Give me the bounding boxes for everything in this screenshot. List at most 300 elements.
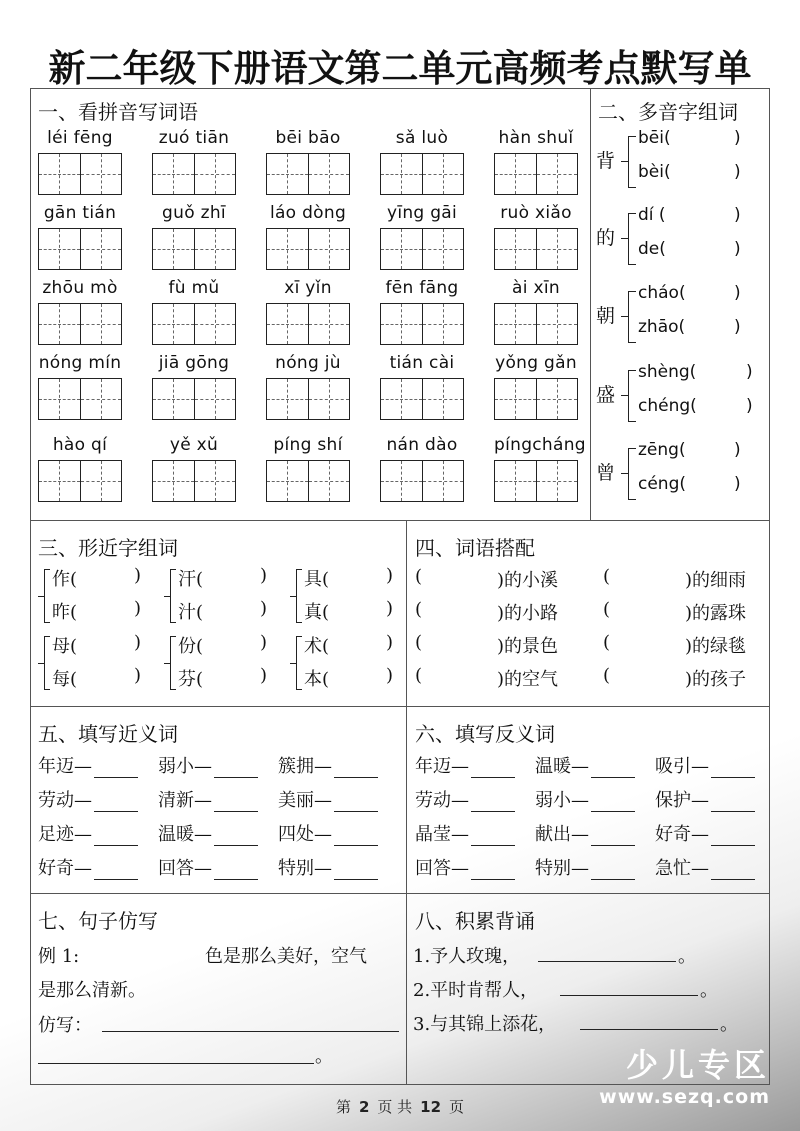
polyphone-char: 的 <box>596 227 616 249</box>
close-paren: ) <box>734 283 741 303</box>
close-paren: ) <box>386 565 394 586</box>
char-cell[interactable] <box>536 154 578 194</box>
pinyin-item <box>494 351 578 420</box>
tianzige-box[interactable] <box>38 153 122 195</box>
char-cell[interactable] <box>194 379 236 419</box>
char-cell[interactable] <box>422 379 464 419</box>
answer-blank[interactable] <box>711 760 755 778</box>
match-target: )的小溪 <box>497 570 559 591</box>
brace-icon <box>170 636 176 690</box>
polyphone-char: 朝 <box>596 305 616 327</box>
answer-blank[interactable] <box>214 862 258 880</box>
char-cell[interactable] <box>422 461 464 501</box>
brace-icon <box>628 213 636 265</box>
imitate-answer-line1[interactable] <box>102 1010 399 1032</box>
example-sentence-line2: 是那么清新。 <box>38 980 146 1001</box>
word-label: 晶莹— <box>415 824 469 845</box>
polyphone-char: 曾 <box>596 462 616 484</box>
example-sentence-line1: 色是那么美好，空气 <box>205 946 367 967</box>
match-target: )的露珠 <box>685 603 747 624</box>
word-blank-item <box>415 786 515 812</box>
polyphone-char: 盛 <box>596 384 616 406</box>
char-cell[interactable] <box>80 461 122 501</box>
tianzige-box[interactable] <box>380 228 464 270</box>
section3-title: 三、形近字组词 <box>38 536 178 560</box>
tianzige-box[interactable] <box>152 378 236 420</box>
answer-blank[interactable] <box>471 760 515 778</box>
tianzige-box[interactable] <box>266 460 350 502</box>
word-label: 弱小— <box>158 756 212 777</box>
answer-blank[interactable] <box>471 794 515 812</box>
pinyin-label: ruò xiǎo <box>500 203 572 223</box>
answer-blank[interactable] <box>711 862 755 880</box>
match-target: )的细雨 <box>685 570 747 591</box>
word-blank-item <box>535 820 635 846</box>
pinyin-item <box>38 201 122 270</box>
close-paren: ) <box>134 665 142 686</box>
answer-blank[interactable] <box>471 828 515 846</box>
word-label: 美丽— <box>278 790 332 811</box>
tianzige-box[interactable] <box>494 153 578 195</box>
end-mark: 。 <box>700 980 718 1001</box>
reading-answer[interactable] <box>638 474 741 494</box>
word-blank-item <box>535 786 635 812</box>
tianzige-box[interactable] <box>494 378 578 420</box>
reading-answer[interactable] <box>638 205 741 225</box>
char-cell[interactable] <box>495 461 536 501</box>
pinyin-label: yǒng gǎn <box>495 353 577 373</box>
pinyin-item <box>38 351 122 420</box>
close-paren: ) <box>746 362 753 382</box>
similar-char-answer[interactable] <box>52 598 142 624</box>
tianzige-box[interactable] <box>494 228 578 270</box>
end-mark: 。 <box>678 946 696 967</box>
pinyin-label: bēi bāo <box>275 128 341 148</box>
char-cell[interactable] <box>536 379 578 419</box>
char-cell[interactable] <box>39 379 80 419</box>
tianzige-box[interactable] <box>266 228 350 270</box>
pinyin-label: píng shí <box>273 435 343 455</box>
word-blank-item <box>158 786 258 812</box>
char-cell[interactable] <box>267 304 308 344</box>
word-label: 好奇— <box>38 858 92 879</box>
word-blank-item <box>278 820 378 846</box>
pinyin-label: nóng jù <box>275 353 341 373</box>
answer-blank[interactable] <box>711 828 755 846</box>
word-blank-item <box>278 854 378 880</box>
tianzige-box[interactable] <box>380 378 464 420</box>
char-cell[interactable] <box>381 229 422 269</box>
tianzige-box[interactable] <box>152 303 236 345</box>
tianzige-box[interactable] <box>152 153 236 195</box>
tianzige-box[interactable] <box>380 303 464 345</box>
similar-char-label: 汗( <box>178 569 204 590</box>
char-cell[interactable] <box>194 304 236 344</box>
tianzige-box[interactable] <box>494 303 578 345</box>
close-paren: ) <box>734 162 741 182</box>
similar-char-answer[interactable] <box>178 632 268 658</box>
reading-answer[interactable] <box>638 239 741 259</box>
polyphone-group <box>596 362 766 432</box>
close-paren: ) <box>734 239 741 259</box>
word-label: 回答— <box>415 858 469 879</box>
pinyin-item <box>152 351 236 420</box>
recitation-prompt: 3.与其锦上添花， <box>413 1014 557 1035</box>
word-blank-item <box>535 854 635 880</box>
reading-answer[interactable] <box>638 128 741 148</box>
word-match-item[interactable] <box>603 599 747 624</box>
close-paren: ) <box>734 440 741 460</box>
word-match-item[interactable] <box>603 665 747 690</box>
similar-char-answer[interactable] <box>304 565 394 591</box>
similar-char-label: 作( <box>52 569 78 590</box>
answer-blank[interactable] <box>334 828 378 846</box>
pinyin-item <box>38 433 122 502</box>
pinyin-label: fēn fāng <box>385 278 459 298</box>
pinyin-label: zuó tiān <box>158 128 230 148</box>
pinyin-label: hào qí <box>52 435 108 455</box>
char-cell[interactable] <box>381 461 422 501</box>
footer-total-pages: 12 <box>420 1098 442 1116</box>
answer-blank[interactable] <box>711 794 755 812</box>
pinyin-label: láo dòng <box>269 203 347 223</box>
reading-label: dí ( <box>638 205 666 225</box>
tianzige-box[interactable] <box>38 228 122 270</box>
brace-icon <box>628 291 636 343</box>
char-cell[interactable] <box>80 304 122 344</box>
word-match-item[interactable] <box>415 665 559 690</box>
word-label: 回答— <box>158 858 212 879</box>
example-label: 例 1: <box>38 946 80 967</box>
reading-label: cháo( <box>638 283 686 303</box>
open-paren: ( <box>415 632 423 653</box>
word-label: 清新— <box>158 790 212 811</box>
char-cell[interactable] <box>39 461 80 501</box>
reading-answer[interactable] <box>638 162 741 182</box>
similar-char-answer[interactable] <box>52 632 142 658</box>
tianzige-box[interactable] <box>38 303 122 345</box>
word-match-item[interactable] <box>415 566 559 591</box>
brace-icon <box>628 370 636 422</box>
answer-blank[interactable] <box>591 794 635 812</box>
close-paren: ) <box>734 205 741 225</box>
char-cell[interactable] <box>267 461 308 501</box>
word-label: 年迈— <box>38 756 92 777</box>
char-cell[interactable] <box>194 461 236 501</box>
reading-answer[interactable] <box>638 362 753 382</box>
pinyin-item <box>380 201 464 270</box>
word-blank-item <box>535 752 635 778</box>
similar-char-label: 本( <box>304 669 330 690</box>
pinyin-label: xī yǐn <box>284 278 332 298</box>
tianzige-box[interactable] <box>380 153 464 195</box>
pinyin-label: sǎ luò <box>395 128 449 148</box>
similar-char-answer[interactable] <box>52 565 142 591</box>
recitation-answer[interactable] <box>580 1008 718 1030</box>
char-cell[interactable] <box>153 461 194 501</box>
char-cell[interactable] <box>267 154 308 194</box>
pinyin-item <box>380 351 464 420</box>
char-cell[interactable] <box>39 154 80 194</box>
char-cell[interactable] <box>308 154 350 194</box>
close-paren: ) <box>734 128 741 148</box>
char-cell[interactable] <box>536 304 578 344</box>
answer-blank[interactable] <box>334 794 378 812</box>
answer-blank[interactable] <box>334 862 378 880</box>
word-label: 足迹— <box>38 824 92 845</box>
word-label: 温暖— <box>158 824 212 845</box>
char-cell[interactable] <box>536 461 578 501</box>
char-cell[interactable] <box>422 154 464 194</box>
similar-char-group <box>38 565 158 627</box>
char-cell[interactable] <box>153 304 194 344</box>
pinyin-item <box>152 433 236 502</box>
char-cell[interactable] <box>80 154 122 194</box>
char-cell[interactable] <box>194 229 236 269</box>
word-blank-item <box>278 752 378 778</box>
pinyin-label: zhōu mò <box>42 278 118 298</box>
word-blank-item <box>655 786 755 812</box>
char-cell[interactable] <box>495 379 536 419</box>
pinyin-item <box>266 201 350 270</box>
close-paren: ) <box>260 598 268 619</box>
polyphone-group <box>596 283 766 353</box>
pinyin-item <box>38 276 122 345</box>
char-cell[interactable] <box>80 229 122 269</box>
char-cell[interactable] <box>194 154 236 194</box>
brace-icon <box>44 569 50 623</box>
watermark-url: www.sezq.com <box>599 1086 770 1108</box>
pinyin-item <box>152 276 236 345</box>
pinyin-item <box>494 126 578 195</box>
brace-icon <box>296 636 302 690</box>
end-mark: 。 <box>720 1014 738 1035</box>
similar-char-label: 每( <box>52 669 78 690</box>
section7-title: 七、句子仿写 <box>38 909 158 933</box>
similar-char-answer[interactable] <box>304 632 394 658</box>
char-cell[interactable] <box>381 304 422 344</box>
close-paren: ) <box>134 565 142 586</box>
word-label: 四处— <box>278 824 332 845</box>
answer-blank[interactable] <box>471 862 515 880</box>
word-match-item[interactable] <box>603 566 747 591</box>
answer-blank[interactable] <box>94 828 138 846</box>
similar-char-answer[interactable] <box>304 598 394 624</box>
similar-char-group <box>38 632 158 694</box>
pinyin-item <box>152 126 236 195</box>
pinyin-label: jiā gōng <box>158 353 230 373</box>
polyphone-group <box>596 128 766 198</box>
tianzige-box[interactable] <box>38 460 122 502</box>
char-cell[interactable] <box>39 229 80 269</box>
similar-char-label: 术( <box>304 636 330 657</box>
pinyin-item <box>38 126 122 195</box>
pinyin-item <box>380 276 464 345</box>
word-blank-item <box>158 752 258 778</box>
section1-title: 一、看拼音写词语 <box>38 100 198 124</box>
polyphone-char: 背 <box>596 150 616 172</box>
char-cell[interactable] <box>308 229 350 269</box>
close-paren: ) <box>734 474 741 494</box>
pinyin-label: fù mǔ <box>168 278 220 298</box>
footer-suffix: 页 <box>449 1098 465 1116</box>
reading-label: céng( <box>638 474 687 494</box>
answer-blank[interactable] <box>591 760 635 778</box>
close-paren: ) <box>260 565 268 586</box>
answer-blank[interactable] <box>94 794 138 812</box>
close-paren: ) <box>746 396 753 416</box>
char-cell[interactable] <box>153 229 194 269</box>
word-blank-item <box>38 854 138 880</box>
pinyin-item <box>380 433 464 502</box>
similar-char-group <box>290 565 410 627</box>
word-blank-item <box>415 854 515 880</box>
similar-char-label: 汁( <box>178 602 204 623</box>
word-label: 急忙— <box>655 858 709 879</box>
char-cell[interactable] <box>267 379 308 419</box>
imitate-answer-line2[interactable] <box>38 1042 314 1064</box>
similar-char-label: 份( <box>178 636 204 657</box>
section2-title: 二、多音字组词 <box>598 100 738 124</box>
char-cell[interactable] <box>80 379 122 419</box>
pinyin-item <box>266 276 350 345</box>
tianzige-box[interactable] <box>494 460 578 502</box>
reading-answer[interactable] <box>638 396 753 416</box>
tianzige-box[interactable] <box>266 153 350 195</box>
tianzige-box[interactable] <box>152 460 236 502</box>
section6-title: 六、填写反义词 <box>415 722 555 746</box>
word-label: 簇拥— <box>278 756 332 777</box>
tianzige-box[interactable] <box>152 228 236 270</box>
char-cell[interactable] <box>495 229 536 269</box>
word-match-item[interactable] <box>603 632 747 657</box>
word-label: 保护— <box>655 790 709 811</box>
word-blank-item <box>158 854 258 880</box>
answer-blank[interactable] <box>214 794 258 812</box>
similar-char-group <box>164 565 284 627</box>
answer-blank[interactable] <box>334 760 378 778</box>
char-cell[interactable] <box>153 379 194 419</box>
char-cell[interactable] <box>308 461 350 501</box>
char-cell[interactable] <box>495 154 536 194</box>
reading-answer[interactable] <box>638 317 741 337</box>
pinyin-label: tián cài <box>389 353 455 373</box>
char-cell[interactable] <box>267 229 308 269</box>
tianzige-box[interactable] <box>38 378 122 420</box>
open-paren: ( <box>603 665 611 686</box>
answer-blank[interactable] <box>94 862 138 880</box>
similar-char-answer[interactable] <box>178 665 268 691</box>
similar-char-answer[interactable] <box>304 665 394 691</box>
answer-blank[interactable] <box>214 760 258 778</box>
char-cell[interactable] <box>381 379 422 419</box>
similar-char-label: 芬( <box>178 669 204 690</box>
reading-answer[interactable] <box>638 440 741 460</box>
pinyin-item <box>494 433 586 502</box>
reading-label: chéng( <box>638 396 697 416</box>
reading-label: zēng( <box>638 440 686 460</box>
word-label: 劳动— <box>415 790 469 811</box>
word-label: 温暖— <box>535 756 589 777</box>
reading-answer[interactable] <box>638 283 741 303</box>
section4-title: 四、词语搭配 <box>415 536 535 560</box>
match-target: )的孩子 <box>685 669 747 690</box>
answer-blank[interactable] <box>591 828 635 846</box>
tianzige-box[interactable] <box>266 378 350 420</box>
word-label: 劳动— <box>38 790 92 811</box>
word-match-item[interactable] <box>415 632 559 657</box>
close-paren: ) <box>260 632 268 653</box>
answer-blank[interactable] <box>214 828 258 846</box>
word-match-item[interactable] <box>415 599 559 624</box>
tianzige-box[interactable] <box>380 460 464 502</box>
reading-label: bēi( <box>638 128 671 148</box>
pinyin-item <box>380 126 464 195</box>
word-blank-item <box>38 820 138 846</box>
char-cell[interactable] <box>39 304 80 344</box>
open-paren: ( <box>415 599 423 620</box>
section5-title: 五、填写近义词 <box>38 722 178 746</box>
match-target: )的小路 <box>497 603 559 624</box>
pinyin-item <box>266 126 350 195</box>
pinyin-item <box>494 201 578 270</box>
word-label: 弱小— <box>535 790 589 811</box>
brace-icon <box>44 636 50 690</box>
pinyin-item <box>152 201 236 270</box>
recitation-prompt: 1.予人玫瑰， <box>413 946 521 967</box>
close-paren: ) <box>134 632 142 653</box>
char-cell[interactable] <box>495 304 536 344</box>
word-blank-item <box>655 854 755 880</box>
word-blank-item <box>38 752 138 778</box>
word-blank-item <box>158 820 258 846</box>
similar-char-group <box>290 632 410 694</box>
similar-char-answer[interactable] <box>52 665 142 691</box>
open-paren: ( <box>415 566 423 587</box>
open-paren: ( <box>603 632 611 653</box>
char-cell[interactable] <box>381 154 422 194</box>
pinyin-label: nán dào <box>386 435 458 455</box>
open-paren: ( <box>415 665 423 686</box>
match-target: )的绿毯 <box>685 636 747 657</box>
brace-icon <box>170 569 176 623</box>
pinyin-label: gān tián <box>43 203 117 223</box>
watermark-name: 少儿专区 <box>625 1046 770 1084</box>
answer-blank[interactable] <box>591 862 635 880</box>
char-cell[interactable] <box>536 229 578 269</box>
char-cell[interactable] <box>153 154 194 194</box>
similar-char-answer[interactable] <box>178 565 268 591</box>
char-cell[interactable] <box>422 304 464 344</box>
match-target: )的景色 <box>497 636 559 657</box>
recitation-answer[interactable] <box>560 974 698 996</box>
pinyin-label: yīng gāi <box>386 203 458 223</box>
similar-char-label: 真( <box>304 602 330 623</box>
close-paren: ) <box>734 317 741 337</box>
pinyin-item <box>494 276 578 345</box>
pinyin-label: nóng mín <box>38 353 122 373</box>
char-cell[interactable] <box>308 379 350 419</box>
recitation-answer[interactable] <box>538 940 676 962</box>
char-cell[interactable] <box>308 304 350 344</box>
word-label: 吸引— <box>655 756 709 777</box>
reading-label: shèng( <box>638 362 697 382</box>
char-cell[interactable] <box>422 229 464 269</box>
similar-char-answer[interactable] <box>178 598 268 624</box>
tianzige-box[interactable] <box>266 303 350 345</box>
answer-blank[interactable] <box>94 760 138 778</box>
word-blank-item <box>655 820 755 846</box>
